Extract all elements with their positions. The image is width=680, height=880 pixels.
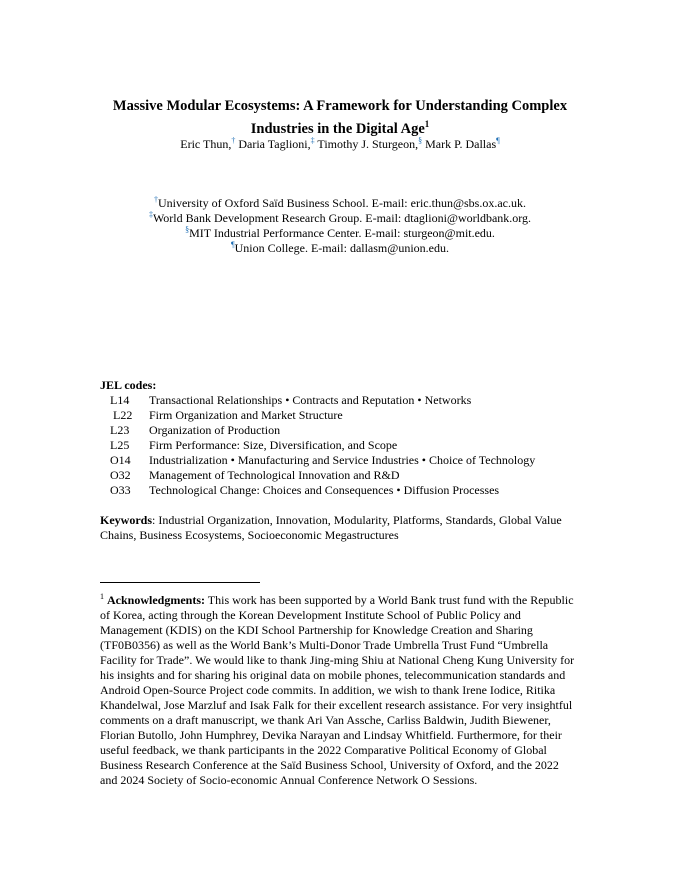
- jel-code: O32: [110, 468, 131, 482]
- footnote-label: Acknowledgments:: [107, 593, 205, 607]
- paper-title: [100, 97, 580, 138]
- affiliation-item: [100, 211, 580, 226]
- author-mark[interactable]: §: [418, 136, 423, 145]
- jel-description: Firm Organization and Market Structure: [149, 408, 343, 422]
- affiliation-item: [100, 241, 580, 256]
- jel-row: [100, 393, 535, 408]
- author-name: Timothy J. Sturgeon,: [317, 137, 419, 151]
- affiliation-text: MIT Industrial Performance Center. E-mail: sturgeon@mit.edu.: [189, 226, 495, 240]
- author-thun: [180, 137, 235, 151]
- affiliation-mark: ‡: [148, 210, 153, 219]
- jel-code: L14: [110, 393, 130, 407]
- jel-code: L23: [110, 423, 130, 437]
- jel-description: Management of Technological Innovation and R&D: [149, 468, 400, 482]
- jel-heading: JEL codes:: [100, 378, 157, 392]
- author-mark[interactable]: †: [231, 136, 236, 145]
- author-sturgeon: [317, 137, 422, 151]
- footnote-divider: [100, 582, 260, 583]
- author-name: Daria Taglioni,: [238, 137, 311, 151]
- author-dallas: [425, 137, 500, 151]
- affiliation-mark: §: [185, 225, 190, 234]
- footnote-text: This work has been supported by a World Bank trust fund with the Republic of Korea, acting through the Korean Development Institute School of Public Policy and Management (KDIS) on the KDI School Partnership for Knowledge Creation and Sharing (TF0B0356) as well as the World Bank’s Multi-Donor Trade Umbrella Trust Fund “Umbrella Facility for Trade”. We would like to thank Jing-ming Shiu at National Cheng Kung University for his insights and for sharing his original data on mobile phones, telecommunication standards and Android Open-Source Project code commits. In addition, we wish to thank Irene Iodice, Ritika Khandelwal, Jose Marzluf and Isak Falk for their excellent research assistance. For very insightful comments on a draft manuscript, we thank Ari Van Assche, Carliss Baldwin, Judith Biewener, Florian Butollo, John Humphrey, Devika Narayan and Lindsay Whitfield. Furthermore, for their useful feedback, we thank participants in the 2022 Comparative Political Economy of Global Business Research Conference at the Saïd Business School, University of Oxford, and the 2022 and 2024 Society of Socio-economic Annual Conference Network O Sessions.: [100, 593, 575, 787]
- author-name: Eric Thun,: [180, 137, 232, 151]
- jel-description: Transactional Relationships • Contracts and Reputation • Networks: [149, 393, 472, 407]
- jel-row: [100, 423, 535, 438]
- jel-description: Technological Change: Choices and Consequences • Diffusion Processes: [149, 483, 500, 497]
- jel-row: [100, 438, 535, 453]
- author-taglioni: [238, 137, 314, 151]
- jel-row: [100, 483, 535, 498]
- jel-code: L25: [110, 438, 130, 452]
- author-mark[interactable]: ‡: [310, 136, 315, 145]
- jel-description: Industrialization • Manufacturing and Service Industries • Choice of Technology: [149, 453, 536, 467]
- author-mark[interactable]: ¶: [496, 136, 500, 145]
- affiliation-mark: ¶: [231, 240, 235, 249]
- title-line-2-text: Industries in the Digital Age: [250, 120, 425, 137]
- jel-description: Organization of Production: [149, 423, 281, 437]
- affiliation-mark: †: [153, 195, 158, 204]
- jel-row: [100, 453, 535, 468]
- jel-row: [100, 408, 535, 423]
- keywords-section: [100, 513, 570, 543]
- affiliation-text: World Bank Development Research Group. E-mail: dtaglioni@worldbank.org.: [152, 211, 532, 225]
- author-name: Mark P. Dallas: [425, 137, 497, 151]
- affiliation-text: Union College. E-mail: dallasm@union.edu.: [234, 241, 449, 255]
- keywords-text: : Industrial Organization, Innovation, Modularity, Platforms, Standards, Global Value Chains, Business Ecosystems, Socioeconomic Megastructures: [100, 513, 562, 542]
- footnote-number: 1: [100, 592, 104, 601]
- jel-code: O14: [110, 453, 131, 467]
- jel-row: [100, 468, 535, 483]
- title-footnote-ref[interactable]: 1: [424, 119, 430, 129]
- affiliation-item: [100, 226, 580, 241]
- author-list: [100, 137, 580, 152]
- affiliation-list: [100, 196, 580, 256]
- jel-code: O33: [110, 483, 131, 497]
- jel-code: L22: [113, 408, 133, 422]
- keywords-label: Keywords: [100, 513, 152, 527]
- footnote-acknowledgments: [100, 589, 578, 788]
- title-line-1: Massive Modular Ecosystems: A Framework for Understanding Complex: [112, 98, 568, 114]
- jel-description: Firm Performance: Size, Diversification, and Scope: [149, 438, 398, 452]
- title-line-2: [100, 115, 580, 138]
- jel-codes-section: [100, 378, 535, 498]
- affiliation-text: University of Oxford Saïd Business School. E-mail: eric.thun@sbs.ox.ac.uk.: [157, 196, 526, 210]
- affiliation-item: [100, 196, 580, 211]
